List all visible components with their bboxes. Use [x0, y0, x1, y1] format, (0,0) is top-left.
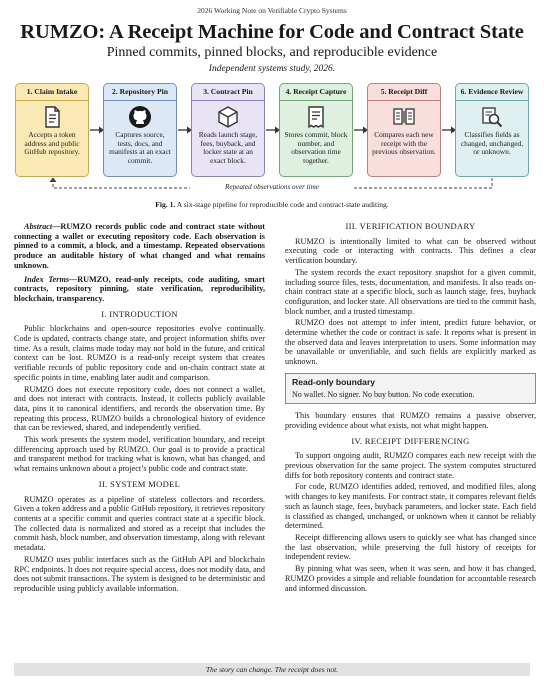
diff-icon: [368, 103, 440, 131]
arrow-icon: [90, 125, 104, 135]
stage-claim-intake: [15, 83, 89, 177]
stage-description: Reads launch stage, fees, buyback, and locker state at an exact block.: [198, 130, 258, 165]
paragraph: This work presents the system model, verification boundary, and receipt differencing approach used by RUMZO. Our goal is to provide a practical and transparent method for tracking what is known, what has changed, and what remains unknown about a project’s public code and contract state.: [14, 435, 265, 474]
affiliation: Independent systems study, 2026.: [208, 64, 336, 74]
paragraph: RUMZO is intentionally limited to what can be observed without executing code or interacting with contracts. This defines a clear verification boundary.: [285, 236, 536, 266]
paragraph: This boundary ensures that RUMZO remains a passive observer, providing evidence about what exists, not what might happen.: [285, 411, 536, 430]
abstract-text: —RUMZO records public code and contract state without connecting a wallet or executing repository code. Each observation is pinned to a commit, a block, and a timestamp. Repeated observations produce an auditable history of what changed and what remains unknown.: [14, 222, 265, 270]
stage-description: Accepts a token address and public GitHub repository.: [24, 130, 80, 157]
stage-repository-pin: [103, 83, 177, 177]
paragraph: RUMZO does not attempt to infer intent, predict future behavior, or determine whether the code or contract is safe. It reports what is present in the observed data and leaves interpretation to users. Some information may be unavailable or unverifiable, and such fields are explicitly marked as unknown.: [285, 318, 536, 367]
stage-label: 4. Receipt Capture: [280, 84, 352, 101]
abstract: [14, 222, 265, 271]
paragraph: By pinning what was seen, when it was seen, and how it has changed, RUMZO provides a simple and reliable foundation for accountable research and informed discussion.: [285, 564, 536, 593]
paper-subtitle: Pinned commits, pinned blocks, and reproducible evidence: [106, 45, 438, 60]
paragraph: For code, RUMZO identifies added, removed, and modified files, along with changes to key manifests. For contract state, it compares relevant fields such as launch stage, fees, buyback parameters, and locker state. Each field is classified as changed, unchanged, or unknown when it cannot be reliably determined.: [285, 482, 536, 531]
feedback-label: Repeated observations over time: [224, 183, 319, 191]
paragraph: RUMZO uses public interfaces such as the GitHub API and blockchain RPC endpoints. It does not require special access, does not modify data, and does not submit transactions. The system is designed to be deterministic and reproducible using publicly available information.: [14, 554, 265, 593]
arrow-icon: [354, 125, 368, 135]
stage-description: Stores commit, block number, and observation time together.: [284, 130, 348, 165]
paragraph: To support ongoing audit, RUMZO compares each new receipt with the previous observation for the same project. The system computes structured diffs for both repository contents and contract state.: [285, 451, 536, 480]
github-icon: [104, 103, 176, 131]
section-heading-system-model: II. SYSTEM MODEL: [98, 478, 181, 489]
figure-caption-text: A six-stage pipeline for reproducible code and contract-state auditing.: [175, 200, 389, 209]
callout-title: Read-only boundary: [292, 376, 376, 387]
arrow-icon: [266, 125, 280, 135]
stage-label: 2. Repository Pin: [104, 84, 176, 101]
arrow-icon: [442, 125, 456, 135]
footer-tagline: The story can change. The receipt does not.: [14, 663, 530, 676]
running-header: 2026 Working Note on Verifiable Crypto Systems: [197, 6, 347, 15]
document-icon: [16, 103, 88, 131]
magnifier-icon: [456, 103, 528, 131]
figure-caption-prefix: Fig. 1.: [155, 200, 176, 209]
stage-description: Captures source, tests, docs, and manifests at an exact commit.: [109, 130, 171, 165]
stage-description: Compares each new receipt with the previous observation.: [372, 130, 436, 157]
read-only-callout: [285, 373, 536, 404]
stage-receipt-diff: [367, 83, 441, 177]
arrow-icon: [178, 125, 192, 135]
section-heading-receipt-differencing: IV. RECEIPT DIFFERENCING: [351, 435, 470, 446]
stage-label: 5. Receipt Diff: [368, 84, 440, 101]
paragraph: The system records the exact repository snapshot for a given commit, including source files, tests, documentation, and manifests. It also reads on-chain contract state at a specific block, such as launch stage, fees, buyback configuration, and locker state. All observations are tied to the commit hash, block number, and a trusted timestamp.: [285, 267, 536, 316]
stage-label: 1. Claim Intake: [16, 84, 88, 101]
left-column: [14, 222, 265, 596]
receipt-icon: [280, 103, 352, 131]
callout-text: No wallet. No signer. No buy button. No code execution.: [292, 389, 475, 399]
pipeline-figure: [15, 83, 529, 177]
paragraph: Receipt differencing allows users to quickly see what has changed since the last observation, while preserving the full history of receipts for independent review.: [285, 532, 536, 562]
paragraph: Public blockchains and open-source repositories evolve continually. Code is updated, contracts change state, and project information shifts over time. As a result, claims made today may not hold in the future, and critical context can be lost. RUMZO is a read-only receipt system that creates verifiable records of public repository code and on-chain contract state at specific points in time, enabling later audit and comparison.: [14, 324, 265, 382]
stage-evidence-review: [455, 83, 529, 177]
figure-caption: [0, 200, 544, 209]
abstract-label: Abstract: [24, 222, 53, 231]
index-terms-label: Index Terms: [24, 274, 70, 284]
section-heading-introduction: I. INTRODUCTION: [101, 308, 178, 319]
stage-label: 6. Evidence Review: [456, 84, 528, 101]
contract-cube-icon: [192, 103, 264, 131]
stage-description: Classifies fields as changed, unchanged, or unknown.: [460, 130, 524, 157]
section-heading-verification-boundary: III. VERIFICATION BOUNDARY: [345, 221, 476, 231]
paper-title: RUMZO: A Receipt Machine for Code and Contract State: [20, 21, 524, 43]
stage-contract-pin: [191, 83, 265, 177]
index-terms-text: —RUMZO, read-only receipts, code auditing, smart contracts, repository pinning, state verification, reproducibility, blockchain, transparency.: [14, 274, 265, 303]
paragraph: RUMZO does not execute repository code, does not connect a wallet, and does not interact with contracts. Instead, it collects publicly available data, pins it to canonical identifiers, and records the observation time. By repeating this process, RUMZO builds a chronological history of evidence that can be reviewed, shared, and independently verified.: [14, 384, 265, 433]
paragraph: RUMZO operates as a pipeline of stateless collectors and recorders. Given a token address and a public GitHub repository, it retrieves repository contents at a specific commit and queries contract state at a specific block. The collected data is normalized and stored as a receipt that includes the commit hash, block number, and observation timestamp, along with relevant metadata.: [14, 494, 265, 553]
stage-label: 3. Contract Pin: [192, 84, 264, 101]
index-terms: [14, 275, 265, 304]
stage-receipt-capture: [279, 83, 353, 177]
right-column: [285, 222, 536, 595]
